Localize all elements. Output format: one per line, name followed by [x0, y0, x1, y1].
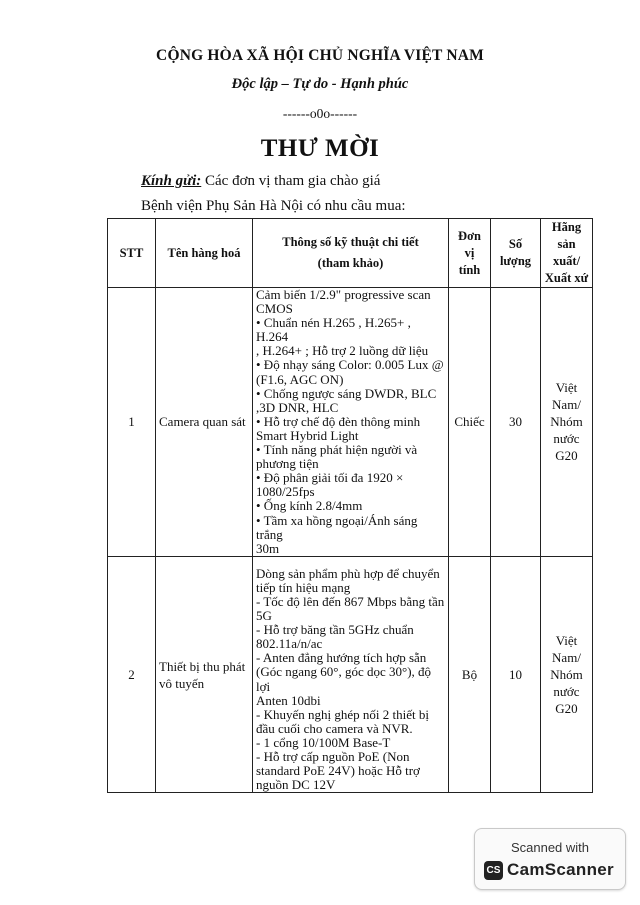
spec-line: • Chống ngược sáng DWDR, BLC: [256, 385, 437, 401]
origin-line: Nhóm: [550, 667, 583, 683]
spec-line: Dòng sản phẩm phù hợp để chuyển: [256, 565, 440, 581]
spec-line: - Hỗ trợ băng tần 5GHz chuẩn: [256, 622, 414, 638]
row-origin: [541, 288, 593, 557]
header-origin-line: sản: [557, 237, 576, 251]
product-name-line: Thiết bị thu phát: [159, 658, 246, 674]
camscanner-app-name: CamScanner: [507, 860, 614, 879]
header-origin-line: xuất/: [552, 254, 581, 268]
document-title: THƯ MỜI: [260, 135, 380, 162]
header-origin-line: Hãng: [551, 220, 582, 234]
row-unit: Bộ: [449, 556, 491, 793]
spec-line: - 1 cổng 10/100M Base-T: [256, 734, 391, 750]
scanned-with-text: Scanned with: [510, 840, 590, 855]
spec-line: - Anten đẳng hướng tích hợp sẵn: [256, 650, 427, 666]
camscanner-logo-icon: CS: [484, 861, 503, 880]
spec-line: tiếp tín hiệu mạng: [256, 579, 351, 595]
spec-line: - Khuyến nghị ghép nối 2 thiết bị: [256, 706, 429, 722]
header-stt: STT: [108, 219, 156, 288]
header-qty-line: Số: [508, 237, 523, 251]
spec-line: • Độ phân giải tối đa 1920 ×: [256, 470, 404, 486]
spec-line: 802.11a/n/ac: [256, 636, 323, 652]
origin-line: Nam/: [552, 650, 581, 666]
national-motto: Độc lập – Tự do - Hạnh phúc: [231, 76, 409, 92]
product-name-line: vô tuyến: [159, 675, 205, 691]
spec-line: Smart Hybrid Light: [256, 427, 359, 443]
spec-line: phương tiện: [256, 456, 319, 472]
country-name-heading: CỘNG HÒA XÃ HỘI CHỦ NGHĨA VIỆT NAM: [156, 47, 484, 64]
spec-line: 1080/25fps: [256, 484, 315, 500]
row-specification: [253, 288, 449, 557]
header-origin-line: Xuất xứ: [544, 271, 589, 285]
row-unit: Chiếc: [449, 288, 491, 557]
header-specification: [253, 219, 449, 288]
spec-line: • Độ nhạy sáng Color: 0.005 Lux @: [256, 357, 444, 373]
origin-line: Việt: [555, 380, 578, 396]
row-quantity: 10: [491, 556, 541, 793]
spec-line: • Tính năng phát hiện người và: [256, 442, 418, 458]
spec-line: , H.264+ ; Hỗ trợ 2 luồng dữ liệu: [256, 343, 429, 359]
row-quantity: 30: [491, 288, 541, 557]
spec-line: • Tầm xa hồng ngoại/Ánh sáng trắng: [256, 512, 418, 542]
header-spec-line: Thông số kỹ thuật chi tiết: [282, 235, 419, 249]
origin-line: Việt: [555, 633, 578, 649]
spec-line: 5G: [256, 608, 272, 624]
header-product-name: Tên hàng hoá: [156, 219, 253, 288]
spec-line: standard PoE 24V) hoặc Hỗ trợ: [256, 763, 420, 779]
camscanner-watermark: [474, 828, 626, 890]
greeting-label: Kính gửi:: [141, 173, 202, 189]
spec-line: (Góc ngang 60°, góc dọc 30°), độ lợi: [256, 664, 432, 694]
spec-line: - Tốc độ lên đến 867 Mbps bằng tần: [256, 593, 445, 609]
spec-line: - Hỗ trợ cấp nguồn PoE (Non: [256, 749, 410, 764]
row-stt: 2: [108, 556, 156, 793]
row-specification: [253, 556, 449, 793]
spec-line: nguồn DC 12V: [256, 777, 336, 793]
header-unit: [449, 219, 491, 288]
origin-line: Nam/: [552, 397, 581, 413]
spec-line: • Hỗ trợ chế độ đèn thông minh: [256, 413, 421, 429]
table-row: [108, 288, 593, 557]
header-divider: ------o0o------: [282, 106, 358, 121]
origin-line: nước: [553, 431, 580, 447]
spec-line: • Chuẩn nén H.265 , H.265+ , H.264: [256, 315, 411, 345]
spec-line: (F1.6, AGC ON): [256, 371, 344, 387]
table-header-row: [108, 219, 593, 288]
origin-line: G20: [555, 448, 578, 464]
row-origin: [541, 556, 593, 793]
row-product-name: Camera quan sát: [156, 288, 253, 557]
row-product-name: [156, 556, 253, 793]
spec-line: ,3D DNR, HLC: [256, 399, 339, 415]
spec-line: • Ống kính 2.8/4mm: [256, 498, 363, 514]
spec-line: Anten 10dbi: [256, 692, 321, 708]
origin-line: Nhóm: [550, 414, 583, 430]
greeting-recipients: Các đơn vị tham gia chào giá: [201, 173, 381, 189]
origin-line: G20: [555, 701, 578, 717]
goods-table: [107, 218, 593, 793]
header-qty-line: lượng: [499, 254, 532, 268]
header-spec-note: (tham khảo): [317, 256, 384, 270]
table-row: [108, 556, 593, 793]
greeting-line: [141, 173, 380, 190]
header-unit-line: tính: [458, 262, 481, 277]
header-quantity: [491, 219, 541, 288]
spec-line: Cảm biến 1/2.9" progressive scan: [256, 287, 431, 302]
intro-sentence: Bệnh viện Phụ Sản Hà Nội có nhu cầu mua:: [141, 198, 406, 214]
spec-line: 30m: [256, 540, 280, 556]
header-origin: [541, 219, 593, 288]
origin-line: nước: [553, 684, 580, 700]
spec-line: CMOS: [256, 301, 293, 317]
header-unit-line: vị: [464, 245, 475, 260]
spec-line: đầu cuối cho camera và NVR.: [256, 720, 413, 736]
row-stt: 1: [108, 288, 156, 557]
header-unit-line: Đơn: [458, 228, 481, 243]
